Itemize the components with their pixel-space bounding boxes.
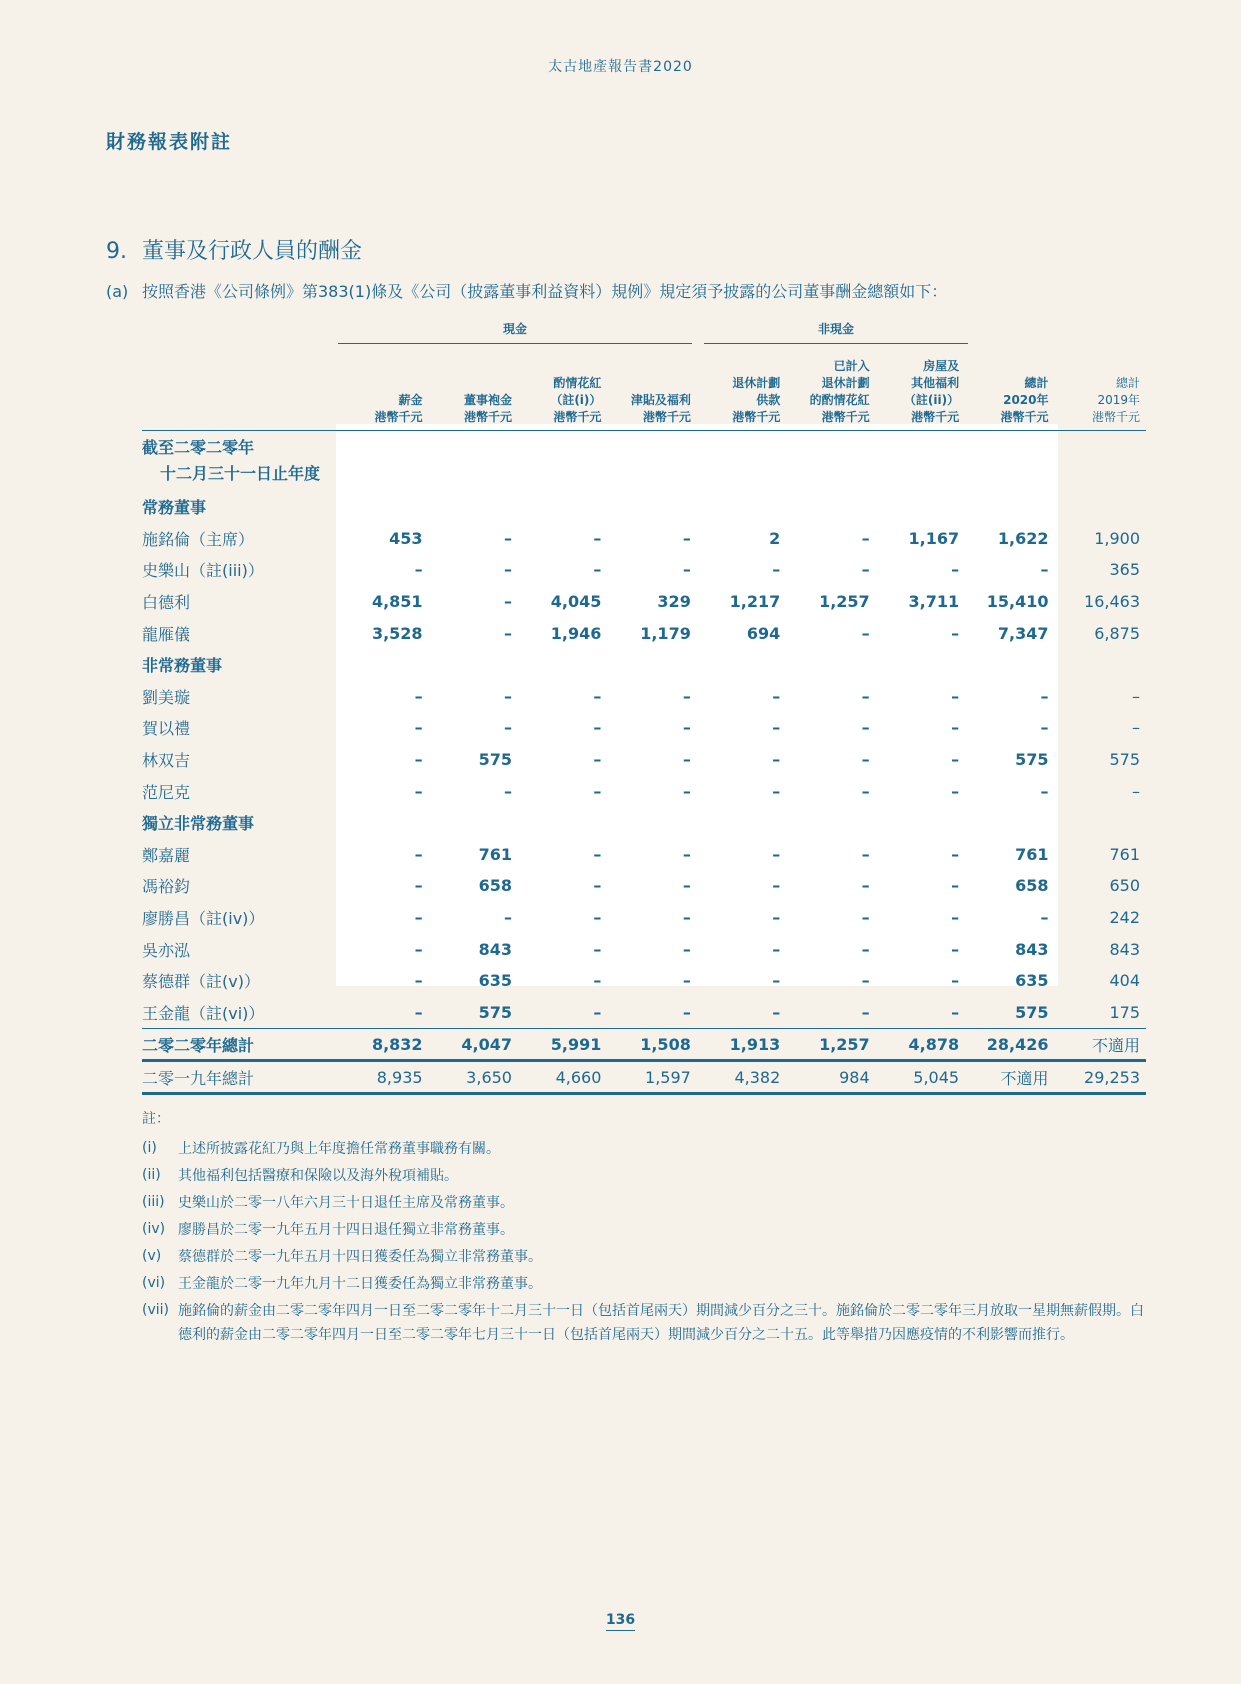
note-marker: (iii) (142, 1194, 165, 1210)
page-number: 136 (0, 1612, 1241, 1628)
director-name: 劉美璇 (142, 687, 191, 707)
table-cell: 175 (1109, 1002, 1140, 1022)
table-cell: 1,597 (607, 1061, 696, 1094)
category-label: 獨立非常務董事 (142, 814, 255, 834)
director-name: 林双吉 (142, 751, 191, 771)
table-cell (965, 491, 1054, 523)
table-cell: 7,347 (997, 623, 1049, 643)
note-item (142, 1297, 1146, 1347)
table-cell: – (772, 939, 781, 959)
table-cell (786, 491, 875, 523)
table-cell: – (861, 844, 870, 864)
table-cell (876, 491, 965, 523)
table-cell: – (861, 1002, 870, 1022)
column-header (876, 344, 965, 431)
period-label-line: 截至二零二零年 (142, 438, 255, 457)
table-cell (876, 807, 965, 839)
table-cell: – (414, 939, 423, 959)
note-marker: (ii) (142, 1167, 161, 1183)
director-name: 龍雁儀 (142, 624, 191, 644)
table-cell: 329 (657, 592, 691, 612)
table-cell: 4,382 (697, 1061, 786, 1094)
director-name: 廖勝昌（註(iv)） (142, 909, 265, 929)
note-item (142, 1216, 1146, 1243)
table-cell (965, 649, 1054, 681)
notes-heading: 註： (142, 1111, 170, 1127)
table-cell (429, 491, 518, 523)
table-cell: – (414, 686, 423, 706)
column-header-line: 退休計劃 (821, 376, 870, 390)
note-marker: (i) (142, 1140, 157, 1156)
column-header-line: 總計 (1115, 376, 1140, 390)
table-cell: – (503, 592, 512, 612)
column-header-line: 總計 (1024, 376, 1049, 390)
table-cell: – (414, 844, 423, 864)
table-cell: – (1132, 686, 1140, 706)
table-cell: – (861, 971, 870, 991)
table-cell: – (593, 1002, 602, 1022)
table-cell: – (951, 718, 960, 738)
director-name: 范尼克 (142, 782, 191, 802)
table-cell: – (503, 686, 512, 706)
table-cell: 15,410 (986, 592, 1049, 612)
table-cell (965, 431, 1054, 492)
column-header-line: 港幣千元 (553, 410, 602, 424)
table-cell (518, 649, 607, 681)
table-cell: – (682, 876, 691, 896)
table-cell: – (1040, 686, 1049, 706)
table-cell (786, 807, 875, 839)
table-cell: – (951, 844, 960, 864)
table-cell (429, 649, 518, 681)
table-cell: 575 (1015, 750, 1049, 770)
table-cell: – (951, 1002, 960, 1022)
table-cell: – (861, 876, 870, 896)
column-header-line: 港幣千元 (1091, 410, 1140, 424)
column-header (697, 344, 786, 431)
table-cell: – (951, 560, 960, 580)
table-row (142, 870, 1146, 902)
table-cell (786, 431, 875, 492)
table-cell: 16,463 (1084, 592, 1140, 612)
note-text: 王金龍於二零一九年九月十二日獲委任為獨立非常務董事。 (178, 1276, 542, 1292)
column-header (518, 344, 607, 431)
column-header (429, 344, 518, 431)
table-cell (339, 807, 428, 839)
table-body (142, 431, 1146, 1094)
column-header-line: （註(ii)） (903, 393, 960, 407)
table-cell: – (861, 718, 870, 738)
table-cell (876, 431, 965, 492)
non-cash-group-header: 非現金 (704, 318, 968, 344)
director-name: 施銘倫（主席） (142, 529, 255, 549)
table-cell: – (861, 939, 870, 959)
column-header (607, 344, 696, 431)
remuneration-table (142, 344, 1146, 1095)
table-cell: – (503, 528, 512, 548)
table-cell: 5,991 (518, 1029, 607, 1061)
table-cell: 6,875 (1094, 623, 1140, 643)
column-header-line: 港幣千元 (463, 410, 512, 424)
table-cell (965, 807, 1054, 839)
column-header-line: 2019年 (1097, 393, 1140, 407)
column-header (339, 344, 428, 431)
director-name: 蔡德群（註(v)） (142, 972, 260, 992)
column-header-line: 供款 (756, 393, 781, 407)
table-cell: 365 (1109, 560, 1140, 580)
column-header-line: 已計入 (833, 359, 870, 373)
table-cell (786, 649, 875, 681)
table-cell: – (1132, 718, 1140, 738)
director-name: 白德利 (142, 593, 191, 613)
intro-text: 按照香港《公司條例》第383(1)條及《公司（披露董事利益資料）規例》規定須予披露的公司董事酬金總額如下： (142, 282, 948, 301)
table-cell: 1,946 (550, 623, 602, 643)
table-cell: – (772, 560, 781, 580)
table-cell: – (593, 971, 602, 991)
table-cell: 242 (1109, 908, 1140, 928)
table-cell: – (414, 1002, 423, 1022)
table-row (142, 681, 1146, 713)
table-cell: – (682, 718, 691, 738)
director-name: 王金龍（註(vi)） (142, 1003, 265, 1023)
table-cell (339, 491, 428, 523)
table-cell: – (861, 623, 870, 643)
table-cell: – (861, 686, 870, 706)
column-group-row (142, 318, 1146, 344)
table-cell (429, 431, 518, 492)
column-header-line: 港幣千元 (374, 410, 423, 424)
table-cell: – (682, 750, 691, 770)
table-cell: – (772, 686, 781, 706)
table-cell: – (772, 844, 781, 864)
table-cell: 8,832 (339, 1029, 428, 1061)
table-cell (518, 431, 607, 492)
table-cell: 不適用 (1055, 1029, 1146, 1061)
table-cell: – (772, 876, 781, 896)
table-cell: – (682, 560, 691, 580)
table-cell: 1,508 (607, 1029, 696, 1061)
table-cell: – (1132, 781, 1140, 801)
table-cell: 404 (1109, 971, 1140, 991)
table-cell (697, 491, 786, 523)
table-cell: – (682, 1002, 691, 1022)
table-cell: 575 (478, 1002, 512, 1022)
table-cell: – (772, 971, 781, 991)
table-cell: – (414, 560, 423, 580)
table-cell (607, 431, 696, 492)
table-cell: – (503, 560, 512, 580)
table-cell: – (951, 876, 960, 896)
column-header-line: 港幣千元 (642, 410, 691, 424)
table-cell: – (772, 1002, 781, 1022)
note-number: 9. (106, 239, 127, 264)
table-cell: – (682, 528, 691, 548)
table-cell: – (861, 908, 870, 928)
table-cell: 1,179 (640, 623, 691, 643)
table-cell: – (593, 750, 602, 770)
table-cell: – (593, 844, 602, 864)
note-marker: (v) (142, 1248, 162, 1264)
note-intro (106, 279, 947, 302)
table-cell: – (951, 908, 960, 928)
table-row (142, 775, 1146, 807)
table-cell (607, 807, 696, 839)
table-cell: – (593, 939, 602, 959)
table-cell: 4,878 (876, 1029, 965, 1061)
table-cell: 575 (478, 750, 512, 770)
table-cell: 1,622 (997, 528, 1049, 548)
table-cell: 1,257 (786, 1029, 875, 1061)
director-name: 鄭嘉麗 (142, 845, 191, 865)
column-header-line: 港幣千元 (1000, 410, 1049, 424)
cash-group-header: 現金 (338, 318, 692, 344)
table-cell (518, 491, 607, 523)
table-cell (518, 807, 607, 839)
note-item (142, 1270, 1146, 1297)
note-text: 施銘倫的薪金由二零二零年四月一日至二零二零年十二月三十一日（包括首尾兩天）期間減少百分之三十。施銘倫於二零二零年三月放取一星期無薪假期。白德利的薪金由二零二零年四月一日至二零二零年七月三十一日（包括首尾兩天）期間減少百分之二十五。此等舉措乃因應疫情的不利影響而推行。 (178, 1303, 1144, 1343)
total-label: 二零二零年總計 (142, 1029, 339, 1061)
table-cell: – (1040, 718, 1049, 738)
table-cell: 843 (478, 939, 512, 959)
table-cell: – (414, 971, 423, 991)
table-cell: – (682, 781, 691, 801)
notes-list (142, 1135, 1146, 1347)
table-cell: 761 (1015, 844, 1049, 864)
table-cell: 658 (1015, 876, 1049, 896)
table-cell: 575 (1015, 1002, 1049, 1022)
table-cell: – (951, 686, 960, 706)
table-cell: 658 (478, 876, 512, 896)
table-cell: – (951, 781, 960, 801)
period-row (142, 431, 1146, 492)
table-cell: – (1040, 908, 1049, 928)
column-header-line: 退休計劃 (732, 376, 781, 390)
table-cell: 2 (769, 528, 781, 548)
section-title: 財務報表附註 (106, 131, 233, 153)
table-cell: – (414, 876, 423, 896)
column-header-line: 其他福利 (911, 376, 960, 390)
table-cell: – (772, 718, 781, 738)
table-cell: 694 (746, 623, 781, 643)
table-cell: – (951, 939, 960, 959)
column-header-line: 的酌情花紅 (809, 393, 870, 407)
note-text: 其他福利包括醫療和保險以及海外稅項補貼。 (178, 1168, 458, 1184)
total-2019-row (142, 1061, 1146, 1094)
table-cell: 29,253 (1055, 1061, 1146, 1094)
report-header: 太古地產報告書2020 (548, 59, 693, 75)
table-row (142, 523, 1146, 555)
table-row (142, 933, 1146, 965)
table-cell: – (951, 971, 960, 991)
director-name: 吳亦泓 (142, 940, 191, 960)
table-cell: 1,217 (729, 592, 781, 612)
table-cell (876, 649, 965, 681)
table-cell (697, 649, 786, 681)
table-cell: 843 (1109, 939, 1140, 959)
table-cell: – (503, 718, 512, 738)
table-cell: – (593, 781, 602, 801)
table-cell: 3,711 (908, 592, 960, 612)
table-cell: 1,167 (908, 528, 960, 548)
table-cell: 1,900 (1094, 528, 1140, 548)
table-cell: 843 (1015, 939, 1049, 959)
category-row (142, 807, 1146, 839)
table-cell: – (861, 560, 870, 580)
column-header-line: 港幣千元 (732, 410, 781, 424)
table-cell: 5,045 (876, 1061, 965, 1094)
table-row (142, 997, 1146, 1029)
table-row (142, 712, 1146, 744)
table-cell: – (772, 908, 781, 928)
column-header (786, 344, 875, 431)
note-text: 史樂山於二零一八年六月三十日退任主席及常務董事。 (178, 1195, 514, 1211)
table-cell: 1,257 (819, 592, 870, 612)
table-cell: – (682, 971, 691, 991)
director-name: 賀以禮 (142, 719, 191, 739)
table-cell: – (593, 718, 602, 738)
table-cell: 761 (478, 844, 512, 864)
total-label: 二零一九年總計 (142, 1061, 339, 1094)
note-heading (106, 234, 362, 265)
column-header-line: （註(i)） (550, 393, 602, 407)
column-header-line: 酌情花紅 (553, 376, 602, 390)
table-cell: 28,426 (965, 1029, 1054, 1061)
table-cell: – (593, 686, 602, 706)
table-cell: – (682, 939, 691, 959)
table-cell: – (414, 718, 423, 738)
table-cell (1055, 431, 1146, 492)
note-item (142, 1135, 1146, 1162)
column-header-line: 港幣千元 (911, 410, 960, 424)
table-cell: 761 (1109, 844, 1140, 864)
period-label (142, 431, 339, 492)
table-cell: – (772, 781, 781, 801)
table-cell (339, 649, 428, 681)
note-text: 上述所披露花紅乃與上年度擔任常務董事職務有關。 (178, 1141, 500, 1157)
table-cell (607, 491, 696, 523)
table-cell: 4,851 (371, 592, 423, 612)
table-cell: – (682, 686, 691, 706)
table-cell: 575 (1109, 750, 1140, 770)
table-row (142, 554, 1146, 586)
table-row (142, 902, 1146, 934)
table-cell: – (503, 781, 512, 801)
table-cell: – (414, 750, 423, 770)
table-cell (697, 807, 786, 839)
notes-section (142, 1106, 1146, 1347)
table-header (142, 344, 1146, 431)
table-cell: 984 (786, 1061, 875, 1094)
table-cell: 635 (1015, 971, 1049, 991)
name-column-header (142, 344, 339, 431)
category-row (142, 491, 1146, 523)
column-header-line: 津貼及福利 (630, 393, 691, 407)
table-cell: 8,935 (339, 1061, 428, 1094)
table-cell: – (1040, 560, 1049, 580)
column-header-line: 2020年 (1003, 393, 1049, 407)
table-row (142, 965, 1146, 997)
total-2020-row (142, 1029, 1146, 1061)
table-cell: – (682, 844, 691, 864)
table-row (142, 744, 1146, 776)
table-cell (339, 431, 428, 492)
table-cell: 650 (1109, 876, 1140, 896)
table-cell: 4,660 (518, 1061, 607, 1094)
note-text: 蔡德群於二零一九年五月十四日獲委任為獨立非常務董事。 (178, 1249, 542, 1265)
table-cell: 3,528 (371, 623, 423, 643)
table-cell: – (861, 781, 870, 801)
table-cell: – (414, 781, 423, 801)
table-cell: – (503, 908, 512, 928)
category-row (142, 649, 1146, 681)
table-cell: 453 (389, 528, 423, 548)
table-row (142, 839, 1146, 871)
category-label: 非常務董事 (142, 656, 223, 676)
table-cell: – (1040, 781, 1049, 801)
table-cell: – (861, 528, 870, 548)
note-text: 廖勝昌於二零一九年五月十四日退任獨立非常務董事。 (178, 1222, 514, 1238)
director-name: 馮裕鈞 (142, 877, 191, 897)
table-cell (607, 649, 696, 681)
table-cell (429, 807, 518, 839)
table-cell: – (593, 876, 602, 896)
column-header-line: 薪金 (398, 393, 423, 407)
table-cell (1055, 491, 1146, 523)
column-header-line: 港幣千元 (821, 410, 870, 424)
table-cell: 不適用 (965, 1061, 1054, 1094)
table-cell: – (593, 560, 602, 580)
table-cell: – (503, 623, 512, 643)
table-cell: – (951, 623, 960, 643)
table-cell: 1,913 (697, 1029, 786, 1061)
table-cell (1055, 807, 1146, 839)
note-marker: (vi) (142, 1275, 166, 1291)
table-cell: – (414, 908, 423, 928)
note-marker: (iv) (142, 1221, 166, 1237)
column-header (965, 344, 1054, 431)
table-row (142, 617, 1146, 649)
remuneration-table-wrap (142, 318, 1146, 1095)
note-title: 董事及行政人員的酬金 (142, 239, 363, 264)
table-row (142, 586, 1146, 618)
table-cell: 4,047 (429, 1029, 518, 1061)
sub-label: (a) (106, 282, 129, 301)
column-header-line: 房屋及 (923, 359, 960, 373)
table-cell: – (682, 908, 691, 928)
note-item (142, 1243, 1146, 1270)
table-cell: – (951, 750, 960, 770)
table-cell: – (593, 908, 602, 928)
note-item (142, 1189, 1146, 1216)
table-cell (697, 431, 786, 492)
note-marker: (vii) (142, 1302, 169, 1318)
category-label: 常務董事 (142, 498, 207, 518)
table-cell: – (593, 528, 602, 548)
table-cell: 3,650 (429, 1061, 518, 1094)
table-cell: 4,045 (550, 592, 602, 612)
column-header-line: 董事袍金 (463, 393, 512, 407)
note-item (142, 1162, 1146, 1189)
table-cell: – (861, 750, 870, 770)
column-header (1055, 344, 1146, 431)
table-cell (1055, 649, 1146, 681)
table-cell: 635 (478, 971, 512, 991)
period-label-line: 十二月三十一日止年度 (160, 464, 321, 483)
director-name: 史樂山（註(iii)） (142, 561, 264, 581)
table-cell: – (772, 750, 781, 770)
